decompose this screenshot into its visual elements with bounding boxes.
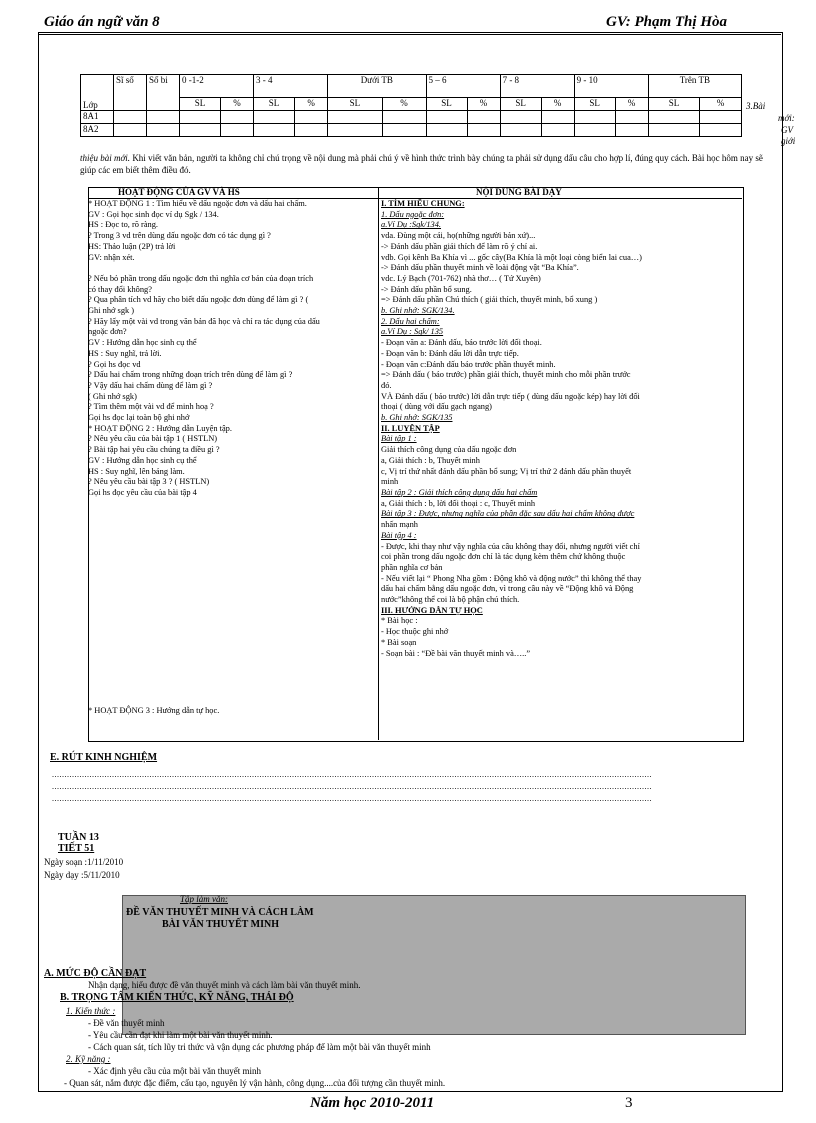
activity-line: ? Bài tập hai yêu cầu chúng ta điều gì ? xyxy=(88,445,220,455)
content-line: III. HƯỚNG DẪN TỰ HỌC xyxy=(381,605,483,615)
content-line: - Học thuộc ghi nhớ xyxy=(381,627,449,637)
activity-line xyxy=(88,263,376,274)
content-line: -> Đánh dấu phần giải thích để làm rõ ý chỉ ai. xyxy=(381,241,538,251)
week-info xyxy=(58,832,99,854)
side-note: giới xyxy=(781,136,796,146)
class-cell: 8A1 xyxy=(81,111,114,124)
knowledge-item: - Yêu cầu cần đạt khi làm một bài văn thuyết minh. xyxy=(88,1030,273,1040)
lesson-table-divider xyxy=(378,187,379,740)
content-line: nhấn mạnh xyxy=(381,520,418,530)
content-line: * Bài soạn xyxy=(381,637,417,647)
skills-title: 2. Kỹ năng : xyxy=(66,1054,111,1064)
content-line: dấu hai chấm bằng dấu ngoặc đơn, vì trong câu này về “Động khô và Động xyxy=(381,584,634,594)
group-header: 7 - 8 xyxy=(500,75,574,98)
pct-header: % xyxy=(467,98,500,111)
activities-header: HOẠT ĐỘNG CỦA GV VÀ HS xyxy=(118,187,240,197)
content-line: => Đánh dấu ( báo trước) phần giải thích, thuyết minh cho mỗi phần trước xyxy=(381,370,631,380)
content-line: - Đoạn văn b: Đánh dấu lời dẫn trực tiếp. xyxy=(381,348,519,358)
side-note: 3.Bài xyxy=(746,101,766,111)
content-line: b. Ghi nhớ: SGK/134. xyxy=(381,306,455,316)
content-line: - Soạn bài : “Đề bài văn thuyết minh và…..” xyxy=(381,648,531,658)
prep-date: Ngày soạn :1/11/2010 xyxy=(44,857,124,867)
activity-line: ? Vậy dấu hai chấm dùng để làm gì ? xyxy=(88,380,213,390)
activity-line: * HOẠT ĐỘNG 2 : Hướng dẫn Luyện tập. xyxy=(88,423,232,433)
content-line: - Được, khi thay như vậy nghĩa của câu không thay đổi, nhưng người viết chỉ xyxy=(381,541,640,551)
pct-header: % xyxy=(700,98,742,111)
content-line: thoại ( dùng với dấu gạch ngang) xyxy=(381,402,492,412)
week-label: TUẦN 13 xyxy=(58,832,99,843)
page-frame-top-rule xyxy=(38,32,781,35)
group-header: 5 – 6 xyxy=(426,75,500,98)
experience-title: E. RÚT KINH NGHIỆM xyxy=(50,752,158,763)
activity-line: Gọi hs đọc lại toàn bộ ghi nhớ xyxy=(88,413,190,423)
sl-header: SL xyxy=(648,98,700,111)
content-line: minh xyxy=(381,477,399,487)
knowledge-item: - Cách quan sát, tích lũy tri thức và vận dụng các phương pháp để làm một bài văn thuyết minh xyxy=(88,1042,431,1052)
activity-line: ngoặc đơn? xyxy=(88,327,127,337)
content-line: coi phần trong dấu ngoặc đơn chỉ là tác dụng kèm thêm chứ không thuộc xyxy=(381,552,626,562)
content-line: -> Đánh dấu phần thuyết minh về loài động vật “Ba Khía”. xyxy=(381,263,579,273)
content-line: 1. Dấu ngoặc đơn: xyxy=(381,209,445,219)
activities-column xyxy=(88,199,376,499)
lesson-title-1: ĐỀ VĂN THUYẾT MINH VÀ CÁCH LÀM xyxy=(126,907,314,918)
content-line: vdc. Lý Bạch (701-762) nhà thơ… ( Tứ Xuyên) xyxy=(381,273,541,283)
activity-3: * HOẠT ĐỘNG 3 : Hướng dẫn tự học. xyxy=(88,706,220,715)
content-line: vdb. Gọi kênh Ba Khía vì ... gốc cây(Ba Khía là một loại còng biển lai cua…) xyxy=(381,252,642,262)
content-header: NỘI DUNG BÀI DẠY xyxy=(476,187,562,197)
content-line: phần nghĩa cơ bản xyxy=(381,562,443,572)
content-line: đó. xyxy=(381,380,392,390)
group-header: Dưới TB xyxy=(328,75,426,98)
pct-header: % xyxy=(541,98,574,111)
dotted-line: ................................................................................................................................................................................................................................................ xyxy=(52,794,652,803)
footer-year: Năm học 2010-2011 xyxy=(310,1095,435,1111)
content-line: - Đoạn văn a: Đánh dấu, báo trước lời đối thoại. xyxy=(381,338,542,348)
group-header: 9 - 10 xyxy=(574,75,648,98)
table-row xyxy=(81,111,742,124)
activity-line: HS : Đọc to, rõ ràng. xyxy=(88,220,159,230)
activity-line: Ghi nhớ sgk ) xyxy=(88,306,135,316)
content-line: -> Đánh dấu phần bổ sung. xyxy=(381,284,472,294)
activity-line: GV : Hướng dẫn học sinh cụ thể xyxy=(88,455,197,465)
dates xyxy=(44,856,123,882)
content-line: a.Ví Dụ : Sgk/ 135 xyxy=(381,327,444,337)
content-line: - Đoạn văn c:Đánh dấu báo trước phần thuyết minh. xyxy=(381,359,556,369)
pct-header: % xyxy=(221,98,254,111)
pct-header: % xyxy=(615,98,648,111)
sl-header: SL xyxy=(426,98,467,111)
activity-line: ? Dấu hai chấm trong những đoạn trích trên dùng để làm gì ? xyxy=(88,370,293,380)
sl-header: SL xyxy=(500,98,541,111)
content-line: b. Ghi nhớ: SGK/135 xyxy=(381,413,453,423)
activity-line: HS : Suy nghĩ, lên bảng làm. xyxy=(88,466,185,476)
activity-line: HS : Suy nghĩ, trả lời. xyxy=(88,348,162,358)
activity-line: ? Nếu bỏ phần trong dấu ngoặc đơn thì nghĩa cơ bản của đoạn trích xyxy=(88,273,314,283)
activity-line: ? Nêu yêu cầu bài tập 3 ? ( HSTLN) xyxy=(88,477,210,487)
content-line: 2. Dấu hai chấm: xyxy=(381,316,440,326)
content-line: Bài tập 1 : xyxy=(381,434,417,444)
side-note: GV xyxy=(781,125,793,135)
content-line: I. TÌM HIỂU CHUNG: xyxy=(381,199,465,208)
period-label: TIẾT 51 xyxy=(58,843,95,854)
knowledge-item: - Đề văn thuyết minh xyxy=(88,1018,165,1028)
section-a-title: A. MỨC ĐỘ CẦN ĐẠT xyxy=(44,968,147,979)
activity-line: Gọi hs đọc yêu cầu của bài tập 4 xyxy=(88,487,197,497)
class-cell: 8A2 xyxy=(81,124,114,137)
grade-stats-table xyxy=(80,74,742,137)
content-line: VÀ Đánh dấu ( báo trước) lời dẫn trực tiếp ( dùng dấu ngoặc kép) hay lời đối xyxy=(381,391,640,401)
sl-header: SL xyxy=(574,98,615,111)
activity-line: ? Nêu yêu cầu của bài tập 1 ( HSTLN) xyxy=(88,434,218,444)
content-line: => Đánh dấu phần Chú thích ( giải thích, thuyết minh, bổ xung ) xyxy=(381,295,598,305)
activity-line: GV: nhận xét. xyxy=(88,252,135,262)
intro-paragraph xyxy=(80,152,780,176)
sl-header: SL xyxy=(254,98,295,111)
activity-line: ? Trong 3 vd trên dùng dấu ngoặc đơn có tác dụng gì ? xyxy=(88,231,271,241)
dotted-line: ................................................................................................................................................................................................................................................ xyxy=(52,770,652,779)
content-line: nước”không thể coi là bộ phận chú thích. xyxy=(381,595,520,605)
content-line: a, Giải thích : b, Thuyết minh xyxy=(381,455,480,465)
section-b-title: B. TRỌNG TÂM KIẾN THỨC, KỸ NĂNG, THÁI ĐỘ xyxy=(60,992,294,1003)
content-line: Bài tập 3 : Được, nhưng nghĩa của phần đặc sau dấu hai chấm không được xyxy=(381,509,635,519)
activity-line: ? Hãy lấy một vài vd trong văn bản đã học và chỉ ra tác dụng của dấu xyxy=(88,316,320,326)
activity-line: * HOẠT ĐỘNG 1 : Tìm hiểu về dấu ngoặc đơn và dấu hai chấm. xyxy=(88,199,307,208)
side-note: mới: xyxy=(778,113,795,123)
content-line: * Bài học : xyxy=(381,616,418,626)
activity-line: GV : Gọi học sinh đọc ví dụ Sgk / 134. xyxy=(88,209,219,219)
activity-line: ? Gọi hs đọc vd xyxy=(88,359,141,369)
content-line: vda. Đùng một cái, họ(những người bản xứ)... xyxy=(381,231,536,241)
pct-header: % xyxy=(382,98,426,111)
content-line: Bài tập 4 : xyxy=(381,530,417,540)
content-line: Giải thích công dụng của dấu ngoặc đơn xyxy=(381,445,517,455)
skills-item: - Quan sát, nắm được đặc điểm, cấu tạo, nguyên lý vận hành, công dụng....của đối tượng cần thuyết minh. xyxy=(64,1078,446,1088)
count-header: Số bi xyxy=(147,75,180,111)
content-line: II. LUYỆN TẬP xyxy=(381,423,440,433)
content-column xyxy=(381,199,739,659)
header-subject: Giáo án ngữ văn 8 xyxy=(44,14,160,30)
content-line: Bài tập 2 : Giải thích công dụng dấu hai chấm xyxy=(381,487,538,497)
lesson-subject: Tập làm văn: xyxy=(180,894,228,904)
content-line: a, Giải thích : b, lời đối thoại : c, Thuyết minh xyxy=(381,498,536,508)
activity-line: có thay đổi không? xyxy=(88,284,152,294)
activity-line: HS: Thảo luận (2P) trả lời xyxy=(88,241,176,251)
dotted-line: ................................................................................................................................................................................................................................................ xyxy=(52,782,652,791)
group-header: 3 - 4 xyxy=(254,75,328,98)
content-line: c, Vị trí thứ nhất đánh dấu phần bổ sung; Vị trí thứ 2 đánh dấu phần thuyết xyxy=(381,466,632,476)
class-header: Lớp xyxy=(81,75,114,111)
activity-line: ( Ghi nhớ sgk) xyxy=(88,391,137,401)
skills-item: - Xác định yêu cầu của một bài văn thuyết minh xyxy=(88,1066,261,1076)
page-number: 3 xyxy=(625,1095,633,1111)
sl-header: SL xyxy=(180,98,221,111)
table-row xyxy=(81,124,742,137)
sl-header: SL xyxy=(328,98,382,111)
content-line: - Nếu viết lại “ Phong Nha gồm : Động khô và động nước” thì không thể thay xyxy=(381,573,642,583)
activity-line: GV : Hướng dẫn học sinh cụ thể xyxy=(88,338,197,348)
content-line: a.Ví Dụ :Sgk/134. xyxy=(381,220,442,230)
lesson-title-2: BÀI VĂN THUYẾT MINH xyxy=(162,919,279,930)
activity-line: ? Tìm thêm một vài vd để minh hoạ ? xyxy=(88,402,214,412)
section-a-text: Nhận dạng, hiểu được đề văn thuyết minh và cách làm bài văn thuyết minh. xyxy=(88,980,361,990)
activity-line: ? Qua phân tích vd hãy cho biết dấu ngoặc đơn dùng để làm gì ? ( xyxy=(88,295,309,305)
knowledge-title: 1. Kiến thức : xyxy=(66,1006,116,1016)
header-teacher: GV: Phạm Thị Hòa xyxy=(606,14,727,30)
teach-date: Ngày dạy :5/11/2010 xyxy=(44,870,120,880)
group-header: 0 -1-2 xyxy=(180,75,254,98)
intro-text: Khi viết văn bản, người ta không chỉ chú trọng về nội dung mà phải chú ý về hình thức trình bày chúng ta phải sử dụng dấu câu cho hợp lí, đúng quy cách. Bài học hôm nay sẽ giúp các em biết thêm điều đó. xyxy=(80,153,763,175)
intro-lead: thiệu bài mới. xyxy=(80,153,131,163)
total-header: Sĩ số xyxy=(114,75,147,111)
pct-header: % xyxy=(295,98,328,111)
group-header: Trên TB xyxy=(648,75,741,98)
